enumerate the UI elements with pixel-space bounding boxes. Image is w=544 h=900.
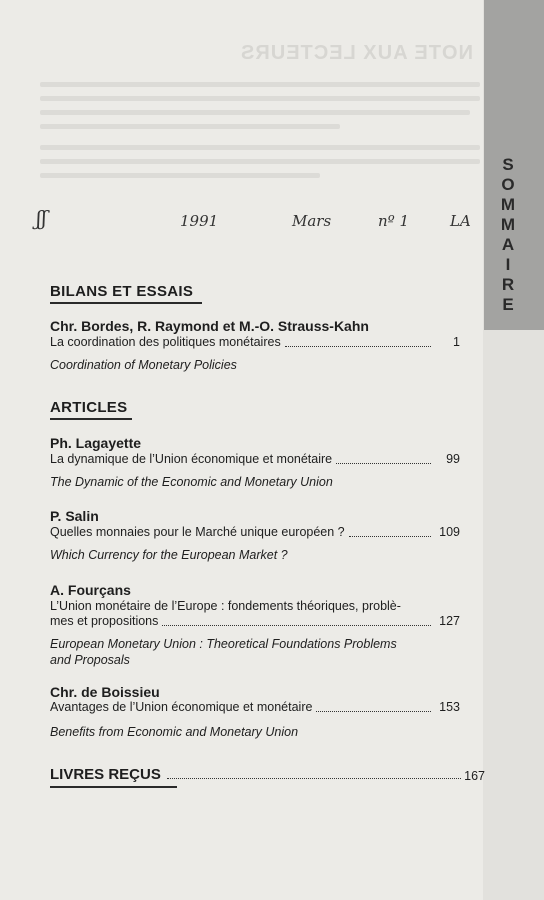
entry-title-row — [50, 335, 460, 350]
entry-english-title: European Monetary Union : Theoretical Foundations Problems and Proposals — [50, 637, 397, 667]
entry-title: La coordination des politiques monétaires — [50, 335, 281, 349]
section-underline — [50, 418, 132, 420]
dot-leader — [285, 346, 431, 347]
handwritten-number: nº 1 — [378, 212, 410, 230]
entry-author: Chr. Bordes, R. Raymond et M.-O. Strauss-Kahn — [50, 318, 369, 334]
bleed-line — [40, 96, 480, 101]
sommaire-letter: A — [501, 235, 515, 254]
entry-title-row — [50, 452, 460, 467]
entry-author: Chr. de Boissieu — [50, 684, 160, 700]
entry-title-block — [50, 599, 480, 629]
bleed-line — [40, 159, 480, 164]
entry-author: P. Salin — [50, 508, 99, 524]
dot-leader — [162, 625, 431, 626]
entry-title-line2: mes et propositions — [50, 614, 159, 628]
entry-page: 127 — [439, 614, 460, 628]
sommaire-letter: M — [500, 215, 516, 234]
bleed-through-area — [0, 0, 544, 200]
entry-author: Ph. Lagayette — [50, 435, 142, 451]
entry-title-line1: L’Union monétaire de l’Europe : fondements théoriques, problè- — [50, 599, 401, 613]
section-underline — [50, 786, 177, 788]
sommaire-letter: S — [502, 155, 514, 174]
entry-title-row — [50, 525, 460, 540]
bleed-line — [40, 173, 320, 178]
handwritten-mark: ʃʃ — [36, 206, 47, 230]
handwritten-month: Mars — [292, 212, 332, 230]
entry-page: 1 — [453, 335, 460, 349]
sommaire-letter: M — [500, 195, 516, 214]
section-heading-articles: ARTICLES — [50, 399, 128, 416]
entry-author: A. Fourçans — [50, 582, 131, 598]
dot-leader — [316, 711, 431, 712]
section-heading-livres: LIVRES REÇUS — [50, 766, 161, 783]
entry-english-title: Coordination of Monetary Policies — [50, 358, 237, 372]
sommaire-letter: R — [501, 275, 515, 294]
entry-english-title: The Dynamic of the Economic and Monetary Union — [50, 475, 333, 489]
handwritten-year: 1991 — [180, 212, 219, 230]
sommaire-letter: O — [501, 175, 515, 194]
dot-leader — [336, 463, 431, 464]
dot-leader — [167, 778, 461, 779]
entry-title: Quelles monnaies pour le Marché unique européen ? — [50, 525, 345, 539]
livres-recus-row — [50, 766, 485, 783]
entry-page: 99 — [446, 452, 460, 466]
bleed-line — [40, 145, 480, 150]
entry-page: 153 — [439, 700, 460, 714]
handwritten-initials: LA — [450, 212, 471, 230]
section-underline — [50, 302, 202, 304]
dot-leader — [349, 536, 431, 537]
entry-title: La dynamique de l’Union économique et monétaire — [50, 452, 333, 466]
sommaire-letter: I — [505, 255, 511, 274]
sommaire-letter: E — [502, 295, 514, 314]
entry-page: 167 — [464, 769, 485, 783]
bleed-through-title: NOTE AUX LECTEURS — [240, 42, 473, 64]
entry-title-row — [50, 700, 460, 715]
entry-english-title: Which Currency for the European Market ? — [50, 548, 288, 562]
bleed-line — [40, 110, 470, 115]
bleed-line — [40, 124, 340, 129]
entry-title-row — [50, 614, 460, 629]
entry-page: 109 — [439, 525, 460, 539]
bleed-line — [40, 82, 480, 87]
section-heading-bilans: BILANS ET ESSAIS — [50, 283, 194, 300]
entry-title: Avantages de l’Union économique et monétaire — [50, 700, 313, 714]
entry-english-title: Benefits from Economic and Monetary Union — [50, 725, 299, 739]
sommaire-label — [486, 155, 530, 315]
